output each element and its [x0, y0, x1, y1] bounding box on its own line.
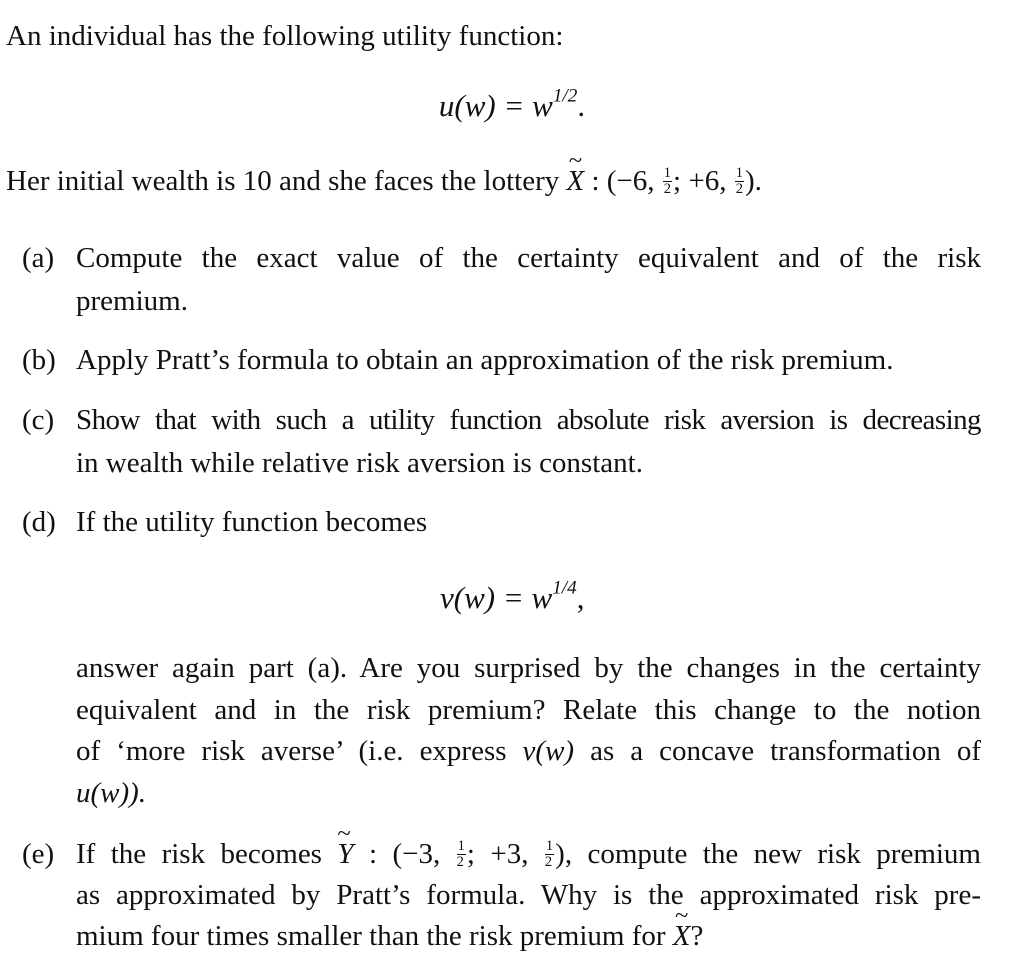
utility-equation-v: $v(w) = w^{1/4}$,	[440, 577, 585, 615]
part-c-line: in wealth while relative risk aversion is constant.	[76, 447, 643, 479]
part-e-label: (e)	[22, 838, 55, 870]
part-c-line: Show that with such a utility function absolute risk aversion is decreasing	[76, 404, 981, 436]
part-e-line: mium four times smaller than the risk premium for ~ X?	[76, 918, 981, 956]
lottery-x-symbol: ~ X	[567, 163, 585, 201]
intro-line: An individual has the following utility function:	[6, 20, 564, 52]
part-d-line: If the utility function becomes	[76, 506, 428, 538]
part-a-line: Compute the exact value of the certainty equivalent and of the risk	[76, 242, 981, 274]
part-d-line: answer again part (a). Are you surprised by the changes in the certainty	[76, 652, 981, 684]
part-e-line: as approximated by Pratt’s formula. Why is the approximated risk pre-	[76, 879, 981, 911]
part-d-line: of ‘more risk averse’ (i.e. express v(w) as a concave transformation of	[76, 735, 981, 767]
part-a-line: premium.	[76, 285, 188, 317]
utility-equation-u: $u(w) = w^{1/2}$.	[438, 85, 586, 123]
lottery-y-symbol: ~ Y	[337, 836, 353, 874]
part-c-label: (c)	[22, 404, 55, 436]
part-d-line: equivalent and in the risk premium? Relate this change to the notion	[76, 694, 981, 726]
fraction-half: $\frac{1}{2}$	[456, 838, 465, 870]
fraction-half: $\frac{1}{2}$	[735, 165, 743, 197]
part-b-line: Apply Pratt’s formula to obtain an approximation of the risk premium.	[76, 344, 894, 376]
fraction-half: $\frac{1}{2}$	[663, 165, 672, 197]
lottery-x-symbol: ~ X	[673, 918, 691, 956]
part-a-label: (a)	[22, 242, 55, 274]
part-e-line: If the risk becomes ~ Y : (−3, $\frac{1}{2}$ ; +3, $\frac{1}{2}$ ), compute the new risk premium	[76, 836, 981, 874]
fraction-half: $\frac{1}{2}$	[544, 838, 554, 870]
part-d-label: (d)	[22, 506, 56, 538]
part-d-line: u(w)).	[76, 777, 147, 809]
wealth-lottery-line: Her initial wealth is 10 and she faces the lottery ~ X : (−6, $\frac{1}{2}$ ; +6, $\frac{1}{2}$ ).	[6, 163, 762, 201]
math-v-of-w: v(w)	[522, 735, 575, 767]
part-b-label: (b)	[22, 344, 56, 376]
